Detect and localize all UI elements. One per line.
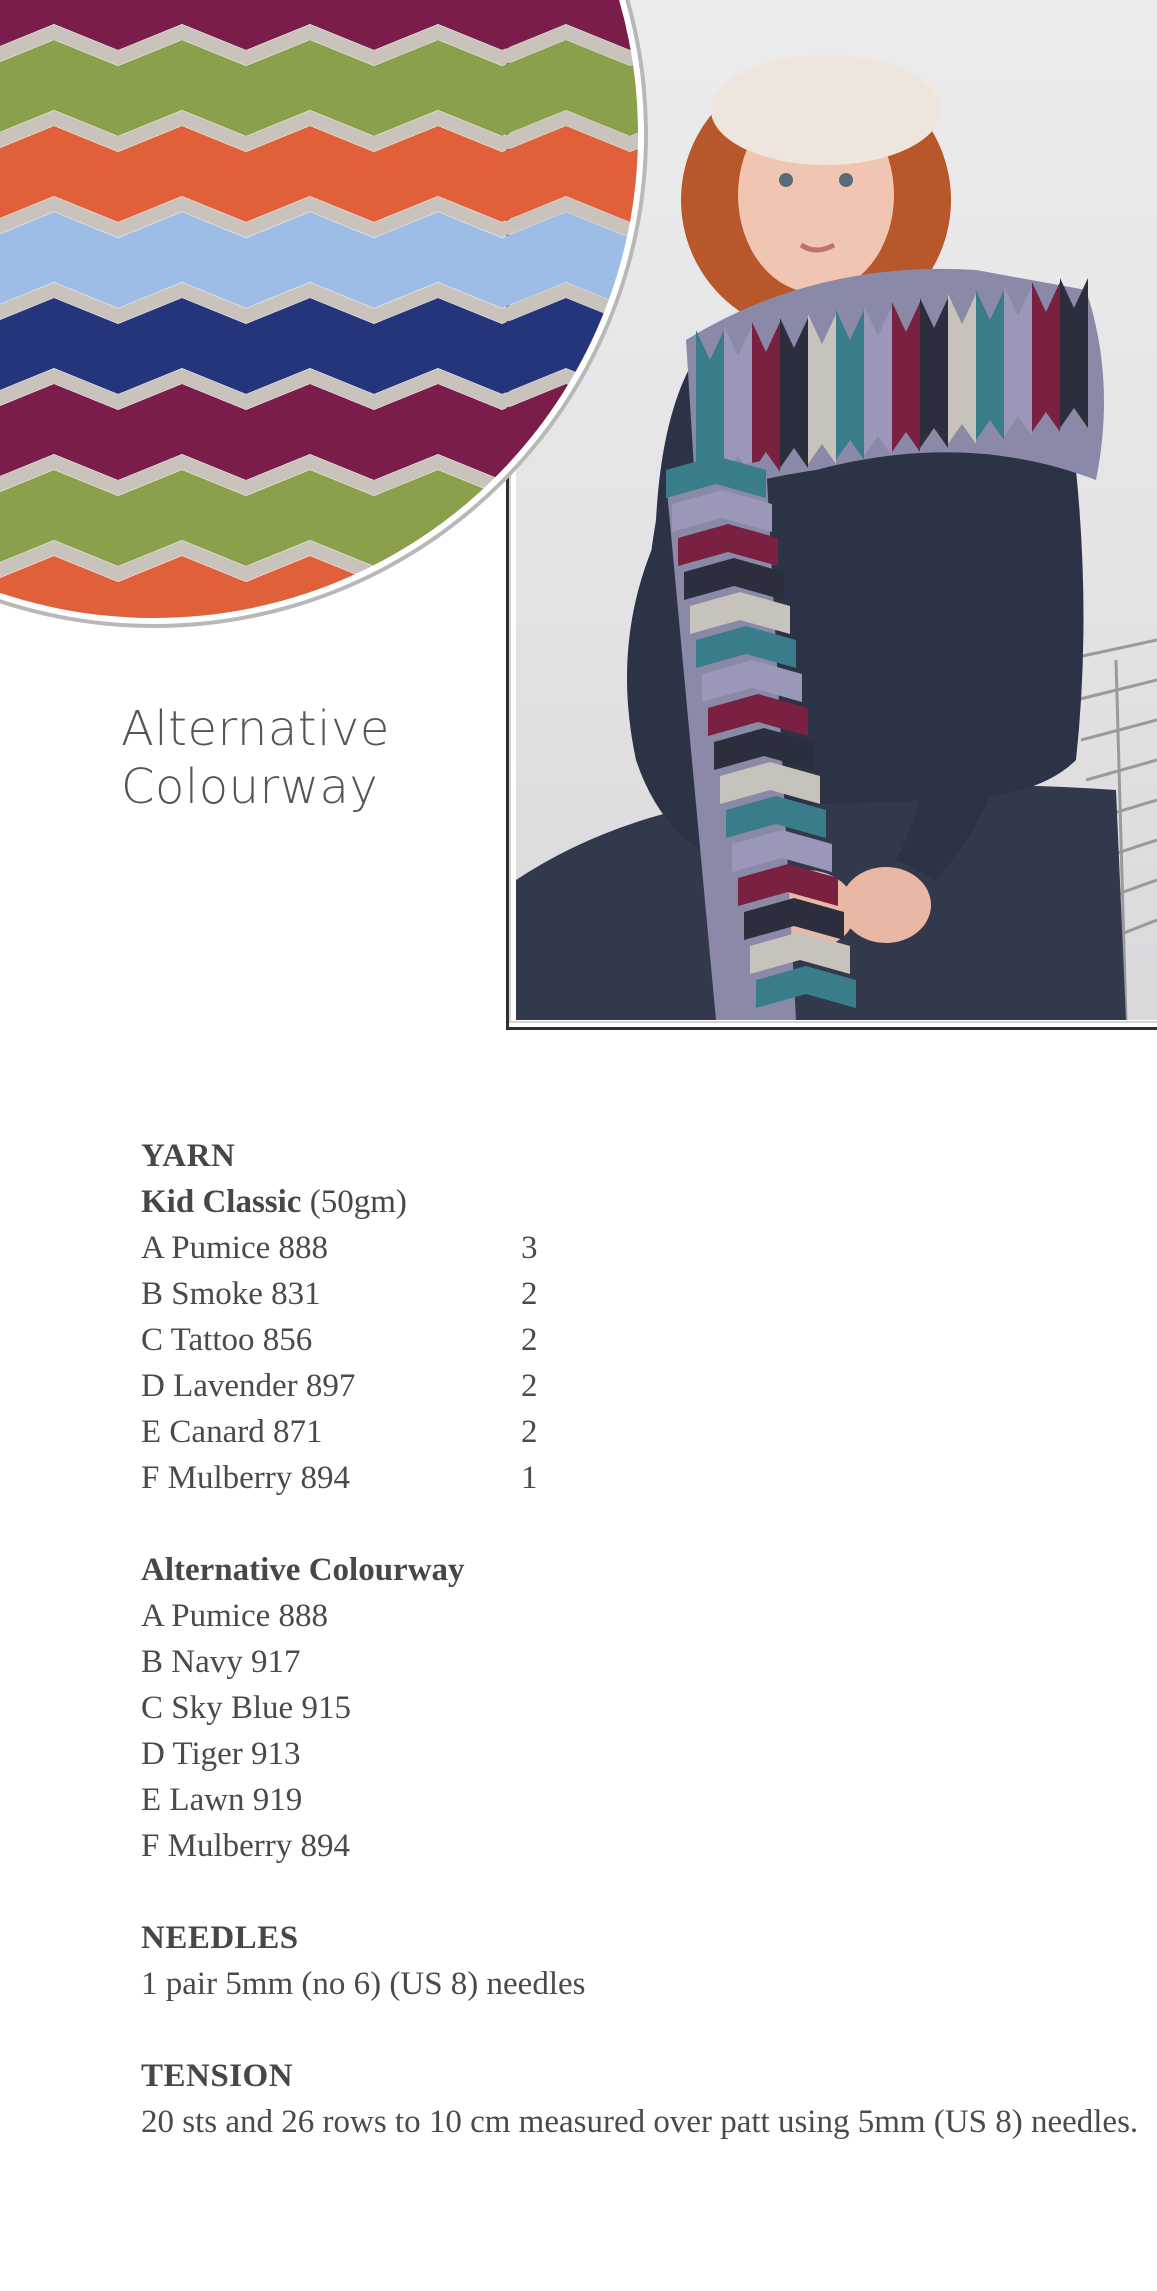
yarn-shade: C Tattoo 856 (141, 1322, 313, 1358)
yarn-shade: B Smoke 831 (141, 1276, 321, 1312)
yarn-shade: A Pumice 888 (141, 1230, 328, 1266)
alt-shade: A Pumice 888 (141, 1598, 328, 1634)
yarn-product-weight: (50gm) (309, 1184, 407, 1220)
yarn-shade: E Canard 871 (141, 1414, 323, 1450)
alt-colourway-heading-text: Alternative Colourway (141, 1552, 465, 1588)
tension-text: 20 sts and 26 rows to 10 cm measured over patt using 5mm (US 8) needles. (141, 2104, 1139, 2140)
yarn-product-name: Kid Classic (141, 1184, 302, 1220)
spacer (141, 1869, 1157, 1915)
alt-shade: D Tiger 913 (141, 1736, 301, 1772)
alt-shade: B Navy 917 (141, 1644, 301, 1680)
alt-row (141, 1731, 1157, 1777)
alt-row (141, 1685, 1157, 1731)
alt-shade: E Lawn 919 (141, 1782, 303, 1818)
alt-colourway-title (121, 700, 481, 816)
yarn-row (141, 1317, 1157, 1363)
alt-row (141, 1777, 1157, 1823)
spacer (141, 1501, 1157, 1547)
yarn-list (141, 1225, 1157, 1501)
yarn-product (141, 1179, 1157, 1225)
needles-heading: NEEDLES (141, 1920, 299, 1956)
pattern-info (141, 1133, 1157, 2145)
yarn-qty: 3 (521, 1230, 538, 1266)
alt-shade: C Sky Blue 915 (141, 1690, 351, 1726)
yarn-heading: YARN (141, 1138, 236, 1174)
spacer (141, 2007, 1157, 2053)
yarn-row (141, 1363, 1157, 1409)
alt-colourway-list (141, 1593, 1157, 1869)
needles-text: 1 pair 5mm (no 6) (US 8) needles (141, 1966, 586, 2002)
alt-row (141, 1593, 1157, 1639)
yarn-row (141, 1455, 1157, 1501)
yarn-qty: 2 (521, 1322, 538, 1358)
yarn-qty: 2 (521, 1368, 538, 1404)
alt-title-line-1: Alternative (121, 701, 390, 757)
yarn-qty: 2 (521, 1276, 538, 1312)
yarn-row (141, 1409, 1157, 1455)
tension-heading: TENSION (141, 2058, 294, 2094)
alt-title-line-2: Colourway (121, 759, 379, 815)
alt-row (141, 1639, 1157, 1685)
alt-shade: F Mulberry 894 (141, 1828, 350, 1864)
alt-colourway-heading (141, 1547, 1157, 1593)
yarn-shade: F Mulberry 894 (141, 1460, 350, 1496)
yarn-row (141, 1271, 1157, 1317)
yarn-qty: 1 (521, 1460, 538, 1496)
alt-row (141, 1823, 1157, 1869)
yarn-row (141, 1225, 1157, 1271)
yarn-shade: D Lavender 897 (141, 1368, 356, 1404)
yarn-qty: 2 (521, 1414, 538, 1450)
